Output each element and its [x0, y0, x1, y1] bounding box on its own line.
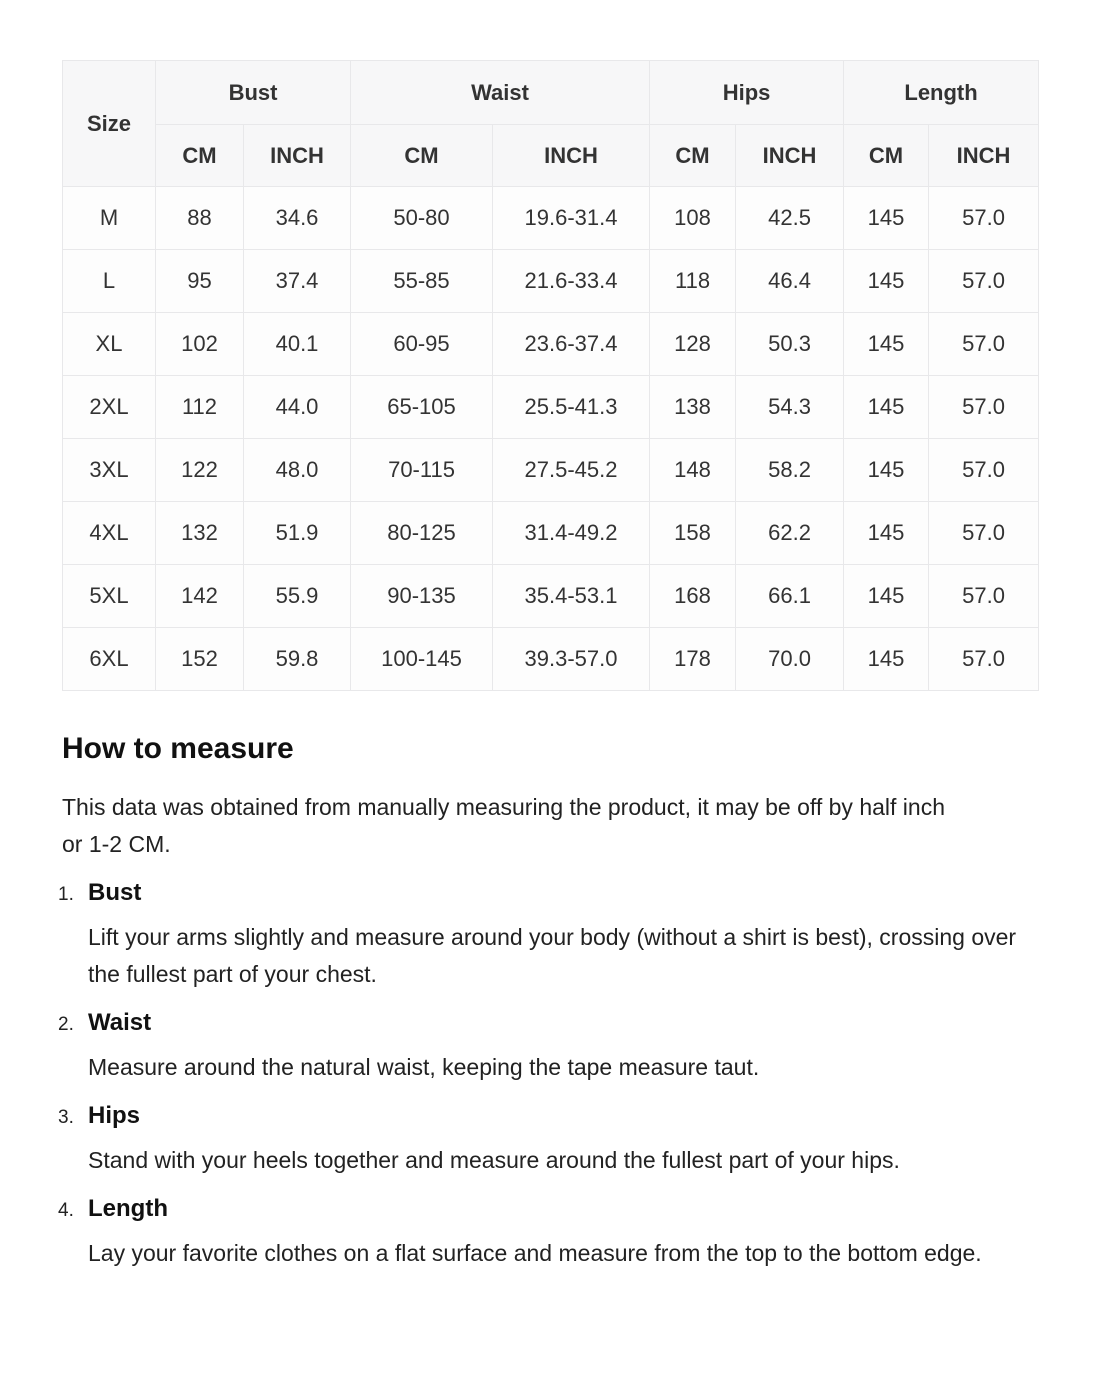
measurement-cell: 57.0: [929, 628, 1039, 691]
measurement-cell: 88: [156, 187, 244, 250]
measurement-cell: 59.8: [244, 628, 351, 691]
measurement-cell: 39.3-57.0: [493, 628, 650, 691]
step-description: Stand with your heels together and measure around the fullest part of your hips.: [88, 1147, 900, 1173]
waist-inch-header: INCH: [493, 125, 650, 187]
measurement-cell: 152: [156, 628, 244, 691]
size-row-xl: [63, 313, 1039, 376]
measurement-cell: 58.2: [736, 439, 844, 502]
measurement-cell: 46.4: [736, 250, 844, 313]
size-row-6xl: [63, 628, 1039, 691]
measurement-cell: 37.4: [244, 250, 351, 313]
measure-step-length: [58, 1193, 1038, 1272]
measurement-cell: 60-95: [351, 313, 493, 376]
step-title: Bust: [88, 879, 142, 906]
length-group-header: Length: [844, 61, 1039, 125]
step-number: 2.: [58, 1014, 74, 1035]
measurement-cell: 55.9: [244, 565, 351, 628]
hips-inch-header: INCH: [736, 125, 844, 187]
measurement-cell: 142: [156, 565, 244, 628]
size-row-2xl: [63, 376, 1039, 439]
step-number: 3.: [58, 1107, 74, 1128]
size-label-cell: 4XL: [63, 502, 156, 565]
step-title-row: [58, 1100, 1038, 1132]
size-label-cell: 2XL: [63, 376, 156, 439]
measurement-cell: 57.0: [929, 187, 1039, 250]
measurement-cell: 54.3: [736, 376, 844, 439]
measurement-cell: 178: [650, 628, 736, 691]
size-row-m: [63, 187, 1039, 250]
length-cm-header: CM: [844, 125, 929, 187]
measurement-cell: 57.0: [929, 313, 1039, 376]
measurement-cell: 25.5-41.3: [493, 376, 650, 439]
step-description: Lift your arms slightly and measure around your body (without a shirt is best), crossing over the fullest part of your chest.: [88, 924, 1017, 987]
step-title-row: [58, 1193, 1038, 1225]
measurement-cell: 128: [650, 313, 736, 376]
size-row-3xl: [63, 439, 1039, 502]
size-chart-header: [63, 61, 1039, 187]
size-row-5xl: [63, 565, 1039, 628]
unit-header-row: [63, 125, 1039, 187]
size-label-cell: 6XL: [63, 628, 156, 691]
measurement-cell: 42.5: [736, 187, 844, 250]
group-header-row: [63, 61, 1039, 125]
hips-cm-header: CM: [650, 125, 736, 187]
measurement-cell: 100-145: [351, 628, 493, 691]
measurement-cell: 132: [156, 502, 244, 565]
measurement-cell: 50.3: [736, 313, 844, 376]
measurement-cell: 65-105: [351, 376, 493, 439]
measurement-cell: 34.6: [244, 187, 351, 250]
measurement-cell: 158: [650, 502, 736, 565]
measurement-cell: 145: [844, 439, 929, 502]
how-to-measure-heading: How to measure: [62, 732, 294, 765]
measurement-cell: 148: [650, 439, 736, 502]
size-chart-table: [62, 60, 1039, 691]
measurement-cell: 145: [844, 376, 929, 439]
measurement-cell: 55-85: [351, 250, 493, 313]
length-inch-header: INCH: [929, 125, 1039, 187]
step-title: Length: [88, 1195, 168, 1222]
measurement-cell: 31.4-49.2: [493, 502, 650, 565]
size-row-l: [63, 250, 1039, 313]
size-column-header: Size: [63, 61, 156, 187]
measurement-cell: 66.1: [736, 565, 844, 628]
measurement-cell: 145: [844, 250, 929, 313]
measurement-cell: 112: [156, 376, 244, 439]
bust-cm-header: CM: [156, 125, 244, 187]
measure-step-waist: [58, 1007, 1038, 1086]
measurement-cell: 70.0: [736, 628, 844, 691]
measurement-cell: 80-125: [351, 502, 493, 565]
measurement-cell: 102: [156, 313, 244, 376]
measurement-cell: 40.1: [244, 313, 351, 376]
measurement-cell: 57.0: [929, 439, 1039, 502]
size-label-cell: XL: [63, 313, 156, 376]
measurement-cell: 27.5-45.2: [493, 439, 650, 502]
measurement-cell: 138: [650, 376, 736, 439]
measurement-cell: 48.0: [244, 439, 351, 502]
step-title: Hips: [88, 1102, 141, 1129]
measurement-cell: 95: [156, 250, 244, 313]
measure-steps-list: [58, 877, 1038, 1272]
measurement-cell: 44.0: [244, 376, 351, 439]
waist-cm-header: CM: [351, 125, 493, 187]
bust-inch-header: INCH: [244, 125, 351, 187]
size-row-4xl: [63, 502, 1039, 565]
measurement-cell: 145: [844, 565, 929, 628]
measurement-cell: 122: [156, 439, 244, 502]
size-chart-body: [63, 187, 1039, 691]
step-description: Measure around the natural waist, keeping the tape measure taut.: [88, 1054, 760, 1080]
step-description: Lay your favorite clothes on a flat surface and measure from the top to the bottom edge.: [88, 1240, 982, 1266]
step-number: 4.: [58, 1200, 74, 1221]
measure-intro-text: This data was obtained from manually measuring the product, it may be off by half inch or 1-2 CM.: [62, 794, 945, 857]
hips-group-header: Hips: [650, 61, 844, 125]
measurement-cell: 57.0: [929, 250, 1039, 313]
measurement-cell: 145: [844, 628, 929, 691]
measurement-cell: 57.0: [929, 565, 1039, 628]
waist-group-header: Waist: [351, 61, 650, 125]
step-title: Waist: [88, 1009, 152, 1036]
measurement-cell: 90-135: [351, 565, 493, 628]
measurement-cell: 51.9: [244, 502, 351, 565]
measurement-cell: 62.2: [736, 502, 844, 565]
measurement-cell: 19.6-31.4: [493, 187, 650, 250]
measurement-cell: 50-80: [351, 187, 493, 250]
step-title-row: [58, 1007, 1038, 1039]
measurement-cell: 35.4-53.1: [493, 565, 650, 628]
measurement-cell: 145: [844, 502, 929, 565]
measurement-cell: 57.0: [929, 376, 1039, 439]
measurement-cell: 57.0: [929, 502, 1039, 565]
measurement-cell: 23.6-37.4: [493, 313, 650, 376]
step-title-row: [58, 877, 1038, 909]
size-label-cell: M: [63, 187, 156, 250]
measure-step-bust: [58, 877, 1038, 993]
size-label-cell: 5XL: [63, 565, 156, 628]
measurement-cell: 118: [650, 250, 736, 313]
measurement-cell: 145: [844, 187, 929, 250]
measurement-cell: 145: [844, 313, 929, 376]
size-label-cell: L: [63, 250, 156, 313]
step-number: 1.: [58, 884, 74, 905]
size-label-cell: 3XL: [63, 439, 156, 502]
measurement-cell: 21.6-33.4: [493, 250, 650, 313]
measurement-cell: 70-115: [351, 439, 493, 502]
measurement-cell: 168: [650, 565, 736, 628]
bust-group-header: Bust: [156, 61, 351, 125]
measurement-cell: 108: [650, 187, 736, 250]
measure-step-hips: [58, 1100, 1038, 1179]
